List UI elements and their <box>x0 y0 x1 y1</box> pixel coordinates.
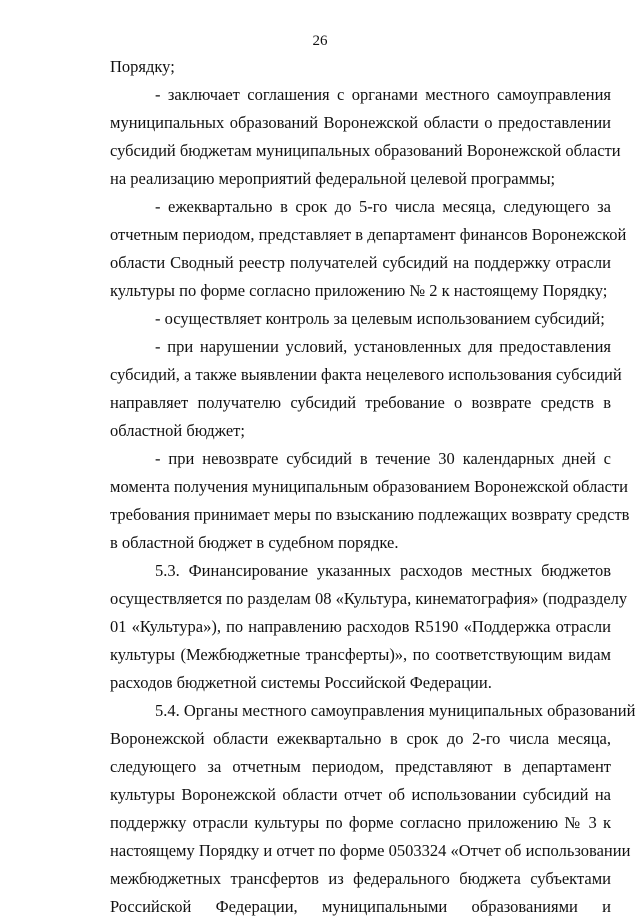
text-line: 5.4. Органы местного самоуправления муниципальных образований <box>155 701 636 720</box>
text-line: - при невозврате субсидий в течение 30 календарных дней с <box>155 449 611 468</box>
text-line: - осуществляет контроль за целевым использованием субсидий; <box>155 309 605 328</box>
page-number: 26 <box>312 33 328 49</box>
text-line: требования принимает меры по взысканию подлежащих возврату средств <box>110 505 630 524</box>
text-line: - ежеквартально в срок до 5-го числа месяца, следующего за <box>155 197 611 216</box>
text-line: муниципальных образований Воронежской области о предоставлении <box>110 113 611 132</box>
text-line: поддержку отрасли культуры по форме согласно приложению № 3 к <box>110 813 611 832</box>
text-line: в областной бюджет в судебном порядке. <box>110 533 399 552</box>
text-line: на реализацию мероприятий федеральной целевой программы; <box>110 169 556 188</box>
text-line: культуры (Межбюджетные трансферты)», по соответствующим видам <box>110 645 611 664</box>
text-line: направляет получателю субсидий требование о возврате средств в <box>110 393 611 412</box>
text-line: расходов бюджетной системы Российской Федерации. <box>110 673 492 692</box>
text-line: Воронежской области ежеквартально в срок до 2-го числа месяца, <box>110 729 611 748</box>
text-line: осуществляется по разделам 08 «Культура, кинематография» (подразделу <box>110 589 628 608</box>
text-line: - при нарушении условий, установленных для предоставления <box>155 337 611 356</box>
text-line: субсидий, а также выявлении факта нецелевого использования субсидий <box>110 365 622 384</box>
text-line: момента получения муниципальным образованием Воронежской области <box>110 477 628 496</box>
text-line: Порядку; <box>110 57 175 76</box>
text-line: областной бюджет; <box>110 421 245 440</box>
text-line: области Сводный реестр получателей субсидий на поддержку отрасли <box>110 253 611 272</box>
text-line: межбюджетных трансфертов из федерального бюджета субъектами <box>110 869 611 888</box>
text-line: субсидий бюджетам муниципальных образований Воронежской области <box>110 141 621 160</box>
text-line: 5.3. Финансирование указанных расходов местных бюджетов <box>155 561 611 580</box>
text-line: культуры Воронежской области отчет об использовании субсидий на <box>110 785 611 804</box>
text-line: культуры по форме согласно приложению № 2 к настоящему Порядку; <box>110 281 608 300</box>
text-line: - заключает соглашения с органами местного самоуправления <box>155 85 611 104</box>
text-line: Российской Федерации, муниципальными образованиями и <box>110 897 611 916</box>
text-line: настоящему Порядку и отчет по форме 0503324 «Отчет об использовании <box>110 841 631 860</box>
text-line: следующего за отчетным периодом, представляют в департамент <box>110 757 611 776</box>
text-line: отчетным периодом, представляет в департамент финансов Воронежской <box>110 225 627 244</box>
text-line: 01 «Культура»), по направлению расходов R5190 «Поддержка отрасли <box>110 617 611 636</box>
